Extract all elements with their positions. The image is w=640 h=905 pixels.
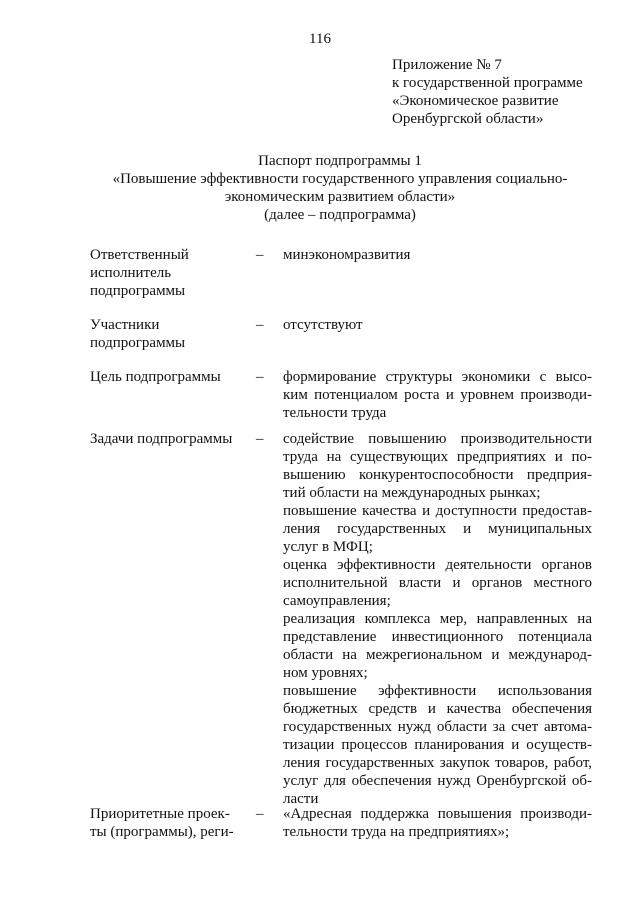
row-value-line: области на межрегиональном и международ-	[283, 647, 592, 663]
appendix-line: Оренбургской области»	[392, 111, 544, 127]
row-value	[283, 805, 592, 841]
row-value-line: реализация комплекса мер, направленных на	[283, 611, 592, 627]
row-value-line: государственных нужд области за счет автома-	[283, 719, 592, 735]
row-value-line: повышение качества и доступности предостав-	[283, 503, 592, 519]
row-value-line: исполнительной власти и органов местного	[283, 575, 592, 591]
row-value-line: отсутствуют	[283, 317, 363, 333]
row-value-line: тельности труда на предприятиях»;	[283, 824, 510, 840]
row-label-line: исполнитель	[90, 265, 172, 281]
row-value-line: вышению конкурентоспособности предприя-	[283, 467, 592, 483]
title-line: (далее – подпрограмма)	[264, 207, 416, 223]
title-line: «Повышение эффективности государственного управления социально-	[112, 171, 568, 187]
row-value-line: оценка эффективности деятельности органов	[283, 557, 592, 573]
row-label	[90, 316, 250, 352]
row-dash: –	[256, 369, 264, 385]
appendix-reference	[392, 56, 632, 128]
row-label-line: ты (программы), реги-	[90, 824, 234, 840]
row-label-line: Ответственный	[90, 247, 189, 263]
row-value-line: труда на существующих предприятиях и по-	[283, 449, 592, 465]
row-value-line: ления государственных и муниципальных	[283, 521, 592, 537]
row-value	[283, 316, 592, 334]
row-value-line: ном уровнях;	[283, 665, 368, 681]
title-line: Паспорт подпрограммы 1	[258, 153, 422, 169]
row-dash: –	[256, 247, 264, 263]
row-value-line: формирование структуры экономики с высо-	[283, 369, 592, 385]
row-value	[283, 430, 592, 808]
row-value	[283, 368, 592, 422]
page-number: 116	[309, 31, 331, 47]
row-value-line: услуг в МФЦ;	[283, 539, 373, 555]
appendix-line: к государственной программе	[392, 75, 583, 91]
row-value	[283, 246, 592, 264]
row-value-line: повышение эффективности использования	[283, 683, 592, 699]
row-value-line: ким потенциалом роста и уровнем производи-	[283, 387, 592, 403]
row-label	[90, 246, 250, 300]
row-label-line: Участники	[90, 317, 160, 333]
row-label	[90, 368, 250, 386]
row-value-line: «Адресная поддержка повышения производи-	[283, 806, 592, 822]
row-value-line: самоуправления;	[283, 593, 391, 609]
row-value-line: услуг для обеспечения нужд Оренбургской об-	[283, 773, 592, 789]
row-label-line: подпрограммы	[90, 335, 186, 351]
row-label-line: подпрограммы	[90, 283, 186, 299]
row-value-line: тельности труда	[283, 405, 387, 421]
row-value-line: тизации процессов планирования и осуществ-	[283, 737, 592, 753]
document-title	[80, 152, 600, 224]
row-label-line: Приоритетные проек-	[90, 806, 230, 822]
row-dash: –	[256, 317, 264, 333]
row-value-line: минэкономразвития	[283, 247, 411, 263]
row-label	[90, 805, 250, 841]
row-value-line: ласти	[283, 791, 319, 807]
row-value-line: тий области на международных рынках;	[283, 485, 541, 501]
appendix-line: Приложение № 7	[392, 57, 502, 73]
appendix-line: «Экономическое развитие	[392, 93, 559, 109]
row-value-line: бюджетных средств и качества обеспечения	[283, 701, 592, 717]
title-line: экономическим развитием области»	[224, 189, 456, 205]
row-dash: –	[256, 431, 264, 447]
row-label	[90, 430, 250, 448]
row-label-line: Цель подпрограммы	[90, 369, 221, 385]
row-label-line: Задачи подпрограммы	[90, 431, 233, 447]
row-value-line: содействие повышению производительности	[283, 431, 592, 447]
row-value-line: представление инвестиционного потенциала	[283, 629, 592, 645]
row-dash: –	[256, 806, 264, 822]
row-value-line: ления государственных закупок товаров, работ,	[283, 755, 592, 771]
